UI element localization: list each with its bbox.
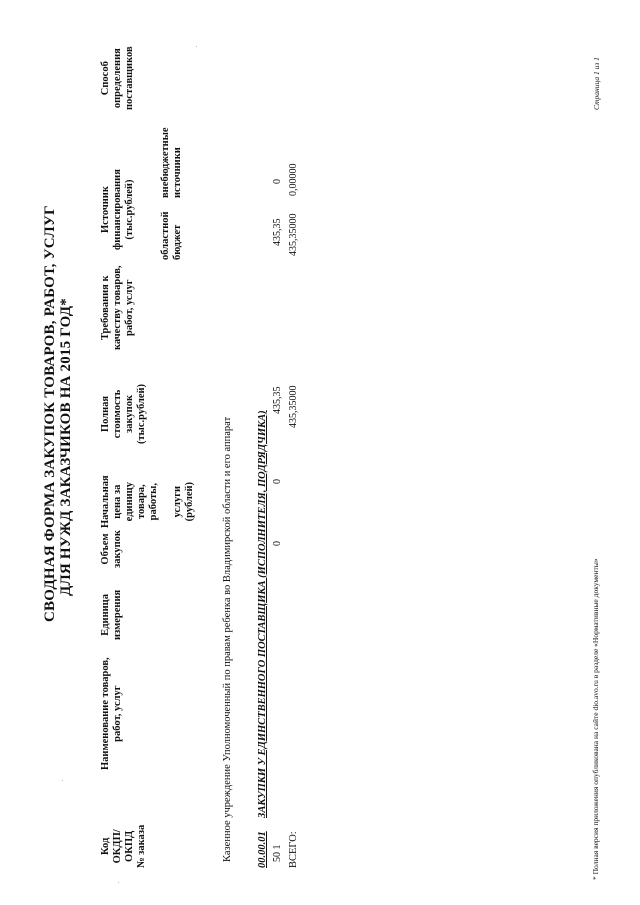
- header-funding: Источник финансирования (тыс.рублей): [100, 169, 135, 250]
- section-code: 00.00.01: [257, 831, 268, 868]
- header-method: Способ определения поставщиков: [100, 46, 135, 110]
- row-volume: 0: [272, 541, 283, 546]
- totals-label: ВСЕГО:: [288, 831, 299, 868]
- header-price: Начальная цена за единицу товара, работы, услуги (рублей): [100, 475, 195, 528]
- title-line-2: ДЛЯ НУЖД ЗАКАЗЧИКОВ НА 2015 ГОД*: [58, 298, 74, 596]
- page-label: Страница 1 из 1: [592, 57, 601, 110]
- customer-name: Казенное учреждение Уполномоченный по правам ребенка во Владимирской области и его аппарат: [222, 416, 233, 862]
- header-unit: Единица измерения: [100, 589, 123, 640]
- scan-speck: [62, 780, 63, 781]
- header-code: Код ОКДП/ ОКПД № заказа: [100, 824, 147, 868]
- row-code: 50 1: [272, 844, 283, 862]
- row-total: 435,35: [272, 386, 283, 414]
- header-name: Наименование товаров, работ, услуг: [100, 657, 123, 770]
- section-title: ЗАКУПКИ У ЕДИНСТВЕННОГО ПОСТАВЩИКА (ИСПОЛНИТЕЛЯ, ПОДРЯДЧИКА): [257, 410, 268, 818]
- header-requirements: Требования к качеству товаров, работ, услуг: [100, 265, 135, 350]
- row-extra: 0: [272, 179, 283, 184]
- totals-extra: 0,00000: [288, 163, 299, 196]
- header-volume: Объем закупок: [100, 530, 123, 568]
- header-funding-regional: областной бюджет: [160, 211, 183, 260]
- scan-speck: [196, 46, 197, 47]
- row-regional: 435,35: [272, 218, 283, 246]
- header-funding-extra: внебюджетные источники: [160, 127, 183, 198]
- totals-regional: 435,35000: [288, 213, 299, 256]
- totals-total: 435,35000: [288, 385, 299, 428]
- row-price: 0: [272, 479, 283, 484]
- title-line-1: СВОДНАЯ ФОРМА ЗАКУПОК ТОВАРОВ, РАБОТ, УСЛУГ: [42, 205, 58, 622]
- header-total: Полная стоимость закупок (тыс.рублей): [100, 383, 147, 444]
- footnote: * Полная версия приложения опубликована на сайте dio.avo.ru в разделе «Нормативные документы»: [591, 558, 600, 880]
- scan-speck: [118, 882, 119, 883]
